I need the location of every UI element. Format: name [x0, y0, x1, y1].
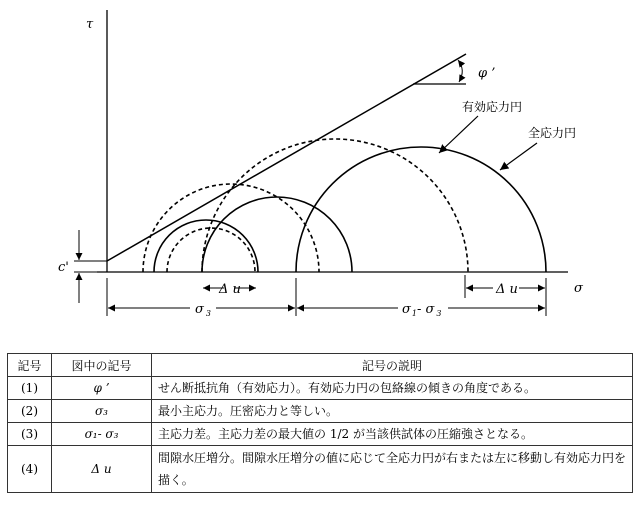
deviator-label: $\sigma_1-$ σ $_3$: [402, 302, 442, 318]
row-no: (2): [8, 400, 52, 423]
row-description: 最小主応力。圧密応力と等しい。: [152, 400, 633, 423]
legend-row: [8, 423, 633, 446]
row-description: せん断抵抗角（有効応力）。有効応力円の包絡線の傾きの角度である。: [152, 377, 633, 400]
tau-axis-label: τ: [86, 17, 94, 32]
total-circle-pointer: [500, 143, 537, 170]
row-no: (4): [8, 446, 52, 493]
row-no: (3): [8, 423, 52, 446]
legend-row: [8, 377, 633, 400]
row-symbol: Δ u: [52, 446, 152, 493]
delta-u-right-label: Δ u: [496, 282, 518, 297]
effective-circle-small: [143, 184, 319, 272]
header-figure-symbol: 図中の記号: [52, 354, 152, 377]
row-symbol: σ₁- σ₃: [52, 423, 152, 446]
symbol-legend-table: [7, 353, 633, 493]
legend-row: [8, 400, 633, 423]
delta-u-left-label: Δ u: [219, 282, 241, 297]
sigma3-label: σ $_3$: [195, 302, 211, 318]
row-symbol: σ₃: [52, 400, 152, 423]
effective-circle-label: 有効応力円: [462, 100, 523, 114]
legend-header-row: [8, 354, 633, 377]
failure-envelope-line: [107, 54, 466, 261]
sigma-axis-label: σ: [574, 281, 583, 296]
row-symbol: φ ’: [52, 377, 152, 400]
effective-circle-pointer: [439, 116, 478, 153]
phi-angle-arc: [458, 60, 462, 82]
row-description: 間隙水圧増分。間隙水圧増分の値に応じて全応力円が右または左に移動し有効応力円を描く。: [152, 446, 633, 493]
total-circle-large: [296, 147, 546, 272]
cohesion-label: c': [58, 260, 69, 275]
row-no: (1): [8, 377, 52, 400]
total-circle-mid: [202, 197, 352, 272]
phi-label: φ ’: [478, 66, 496, 81]
header-description: 記号の説明: [152, 354, 633, 377]
header-symbol-no: 記号: [8, 354, 52, 377]
total-circle-label: 全応力円: [528, 126, 577, 140]
row-description: 主応力差。主応力差の最大値の 1/2 が当該供試体の圧縮強さとなる。: [152, 423, 633, 446]
legend-row: [8, 446, 633, 493]
